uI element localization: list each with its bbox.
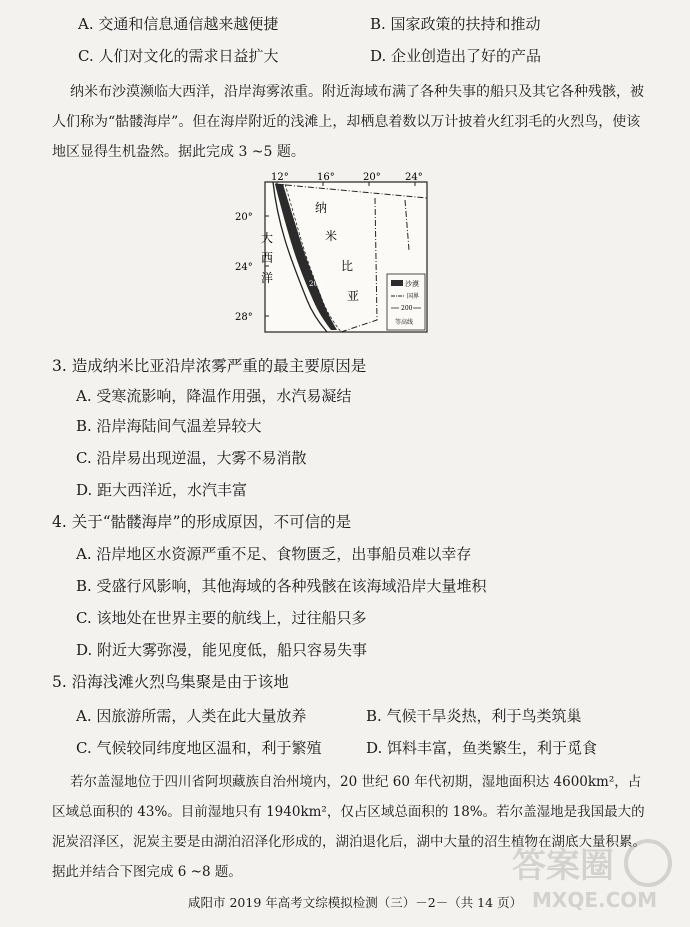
legend-contour-value: 200: [401, 305, 413, 312]
lat-label-24: 24°: [235, 262, 253, 273]
q2-option-b: B. 国家政策的扶持和推动: [370, 15, 541, 33]
q5-option-c: C. 气候较同纬度地区温和，利于繁殖: [76, 739, 322, 757]
country-char-1: 纳: [315, 201, 328, 215]
q5-option-b: B. 气候干旱炎热，利于鸟类筑巢: [366, 707, 582, 725]
ocean-char-3: 洋: [261, 271, 274, 285]
passage2-line1: 若尔盖湿地位于四川省阿坝藏族自治州境内，20 世纪 60 年代初期，湿地面积达 4600km²，占: [70, 774, 642, 790]
lat-label-28: 28°: [235, 312, 253, 323]
ocean-char-1: 大: [261, 231, 274, 245]
q3-stem: 3. 造成纳米比亚沿岸浓雾严重的最主要原因是: [52, 357, 367, 375]
legend-desert: 沙漠: [405, 280, 419, 288]
passage1-line1: 纳米布沙漠濒临大西洋，沿岸海雾浓重。附近海域布满了各种失事的船只及其它各种残骸，被: [70, 84, 644, 100]
q4-stem: 4. 关于“骷髅海岸”的形成原因，不可信的是: [52, 513, 352, 531]
watermark-logo: [508, 833, 678, 913]
legend-contour: 等高线: [395, 319, 414, 326]
q4-option-c: C. 该地处在世界主要的航线上，过往船只多: [76, 609, 367, 627]
q5-stem: 5. 沿海浅滩火烈鸟集聚是由于该地: [52, 673, 289, 691]
passage2-line3: 泥炭沼泽区，泥炭主要是由湖泊沼泽化形成的，湖泊退化后，湖中大量的沼生植物在湖底大量积累。: [52, 834, 646, 850]
lon-label-16: 16°: [317, 172, 335, 183]
passage2-line4: 据此并结合下图完成 6 ~8 题。: [52, 864, 242, 880]
q3-option-b: B. 沿岸海陆间气温差异较大: [76, 417, 262, 435]
page-footer: 咸阳市 2019 年高考文综模拟检测（三）－2－（共 14 页）: [188, 895, 523, 910]
namibia-map: [235, 170, 435, 346]
q2-option-d: D. 企业创造出了好的产品: [370, 47, 542, 65]
passage1-line3: 地区显得生机盎然。据此完成 3 ~5 题。: [52, 144, 305, 160]
q3-option-a: A. 受寒流影响，降温作用强，水汽易凝结: [76, 387, 352, 405]
map-legend: [387, 274, 425, 330]
country-char-2: 米: [325, 229, 338, 243]
q4-option-b: B. 受盛行风影响，其他海域的各种残骸在该海域沿岸大量堆积: [76, 577, 487, 595]
q5-option-a: A. 因旅游所需，人类在此大量放养: [76, 707, 307, 725]
q4-option-d: D. 附近大雾弥漫，能见度低，船只容易失事: [76, 641, 368, 659]
passage2-line2: 区域总面积的 43%。目前湿地只有 1940km²，仅占区域总面积的 18%。若尔盖湿地是我国最大的: [52, 804, 645, 820]
legend-border: 国界: [407, 293, 420, 300]
watermark-sub: MXQE.COM: [532, 888, 658, 912]
lon-label-12: 12°: [271, 172, 289, 183]
contour-label: 200: [309, 280, 323, 288]
q3-option-c: C. 沿岸易出现逆温，大雾不易消散: [76, 449, 307, 467]
lat-label-20: 20°: [235, 212, 253, 223]
lon-label-24: 24°: [405, 172, 423, 183]
passage1-line2: 人们称为“骷髅海岸”。但在海岸附近的浅滩上，却栖息着数以万计披着火红羽毛的火烈鸟，使该: [52, 114, 641, 130]
lon-label-20: 20°: [363, 172, 381, 183]
country-char-4: 亚: [347, 289, 360, 303]
watermark-main: 答案圈: [512, 846, 614, 886]
q3-option-d: D. 距大西洋近，水汽丰富: [76, 481, 248, 499]
q5-option-d: D. 饵料丰富，鱼类繁生，利于觅食: [366, 739, 598, 757]
q2-option-a: A. 交通和信息通信越来越便捷: [78, 15, 279, 33]
q2-option-c: C. 人们对文化的需求日益扩大: [78, 47, 279, 65]
q4-option-a: A. 沿岸地区水资源严重不足、食物匮乏，出事船员难以幸存: [76, 545, 472, 563]
namibia-map-svg: [235, 170, 435, 346]
country-char-3: 比: [341, 259, 354, 273]
ocean-char-2: 西: [261, 251, 274, 265]
